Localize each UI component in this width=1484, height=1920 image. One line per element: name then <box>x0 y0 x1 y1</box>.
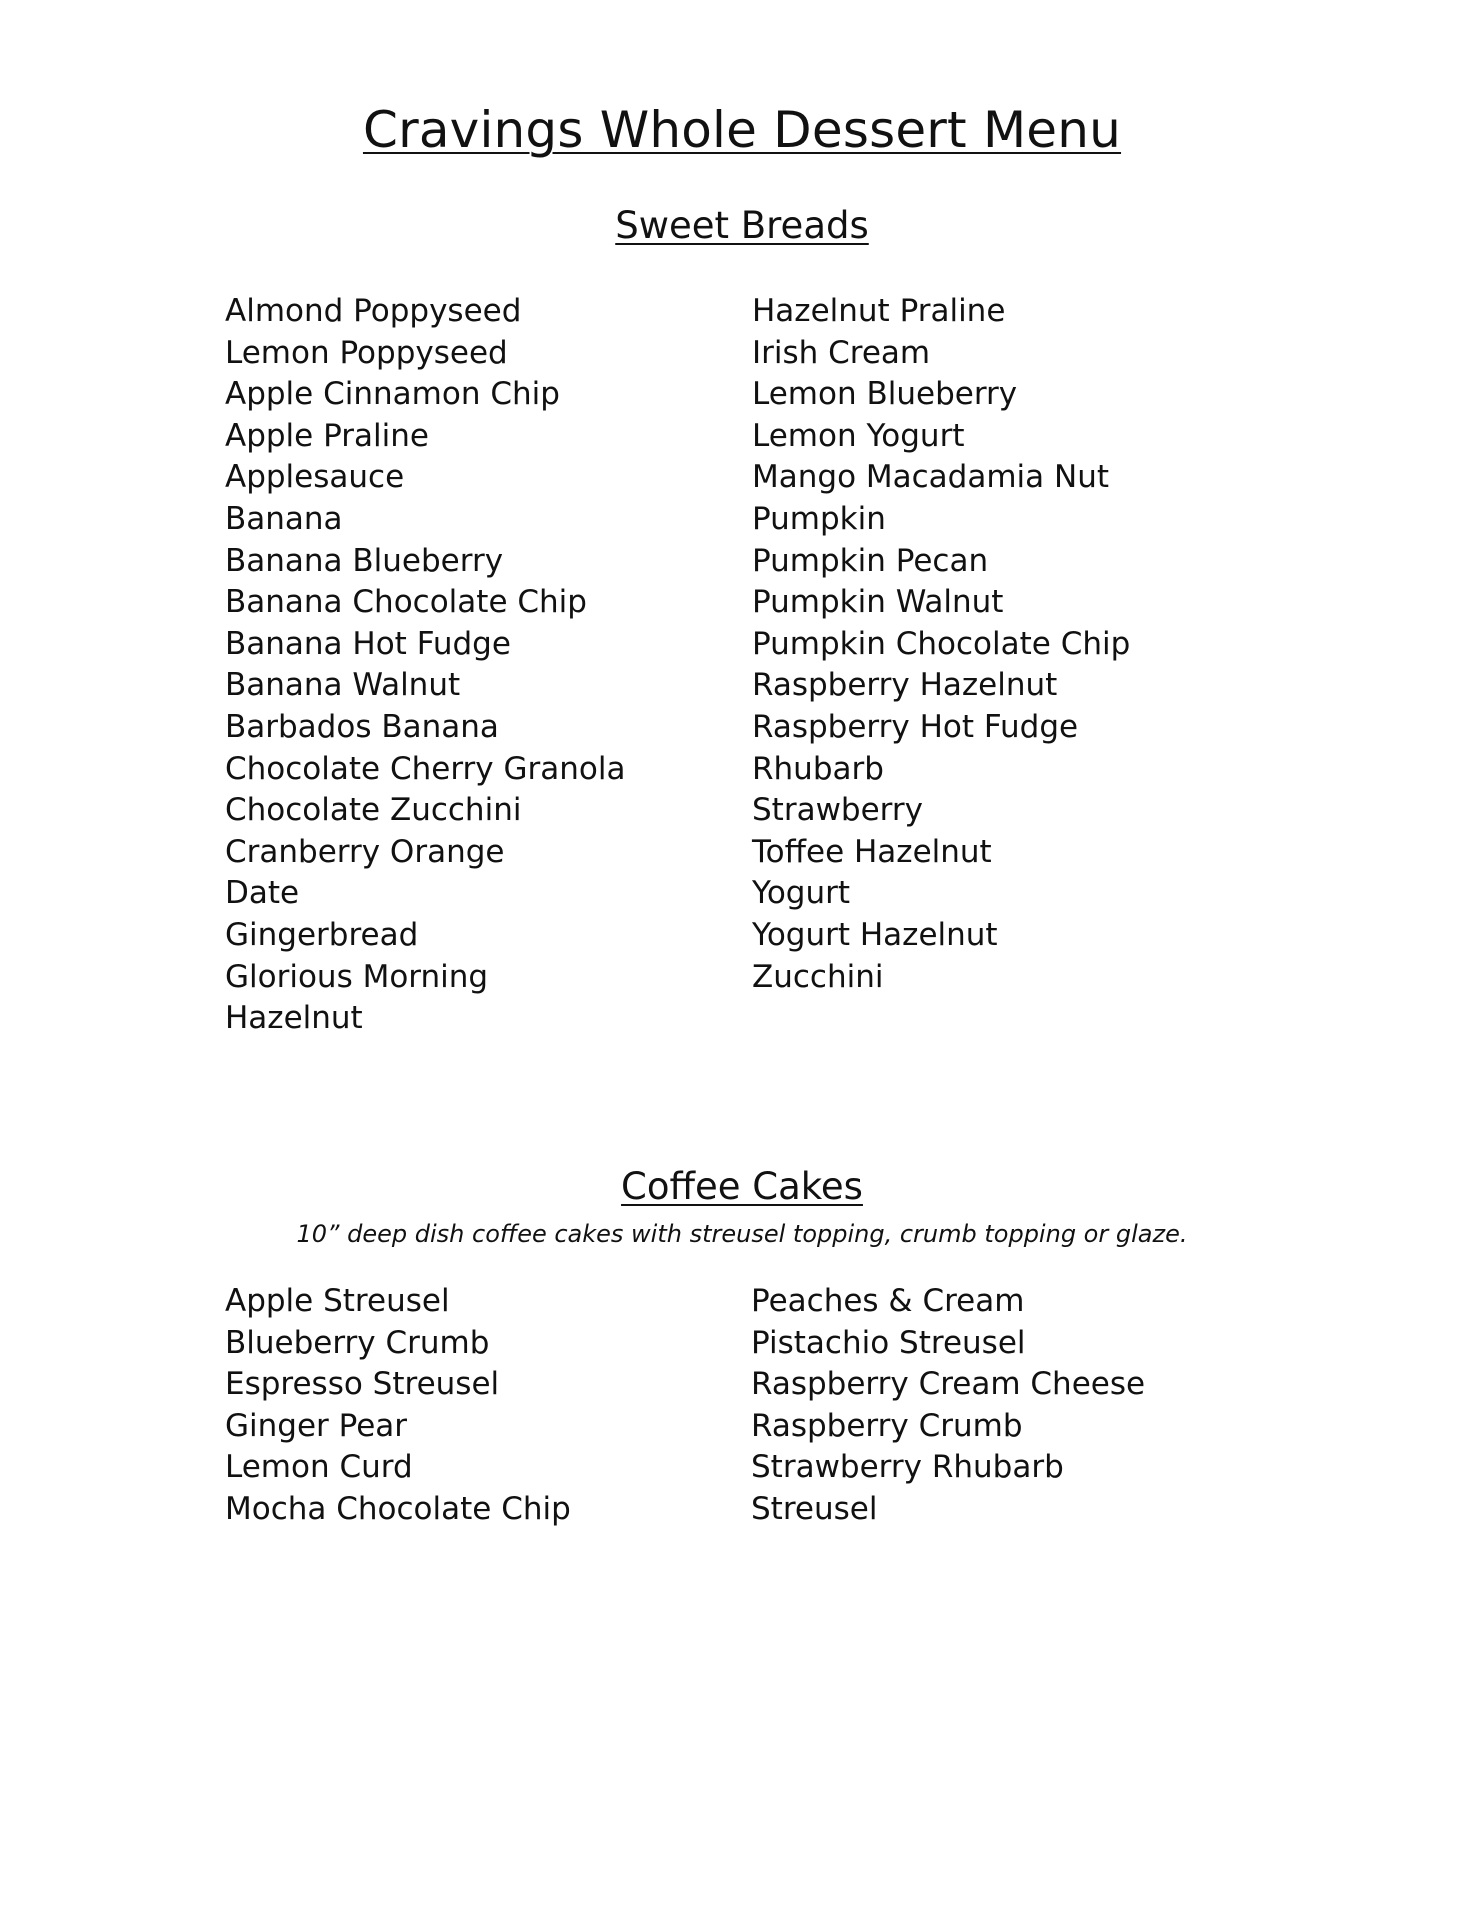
menu-item: Pistachio Streusel <box>751 1324 1026 1361</box>
menu-item: Chocolate Zucchini <box>225 792 522 829</box>
menu-item: Glorious Morning <box>225 958 489 995</box>
menu-item: Ginger Pear <box>225 1407 408 1444</box>
menu-item: Raspberry Hot Fudge <box>752 708 1079 745</box>
menu-item: Apple Cinnamon Chip <box>225 376 560 413</box>
menu-item: Raspberry Crumb <box>751 1407 1023 1444</box>
sweet-breads-left-list <box>225 291 625 1040</box>
menu-item: Lemon Blueberry <box>752 376 1018 413</box>
menu-item: Pumpkin Pecan <box>752 542 989 579</box>
menu-item: Pumpkin Walnut <box>752 584 1004 621</box>
sweet-breads-heading <box>0 202 1484 250</box>
menu-item: Streusel <box>751 1490 878 1527</box>
coffee-cakes-right-list <box>751 1281 1145 1531</box>
menu-item: Gingerbread <box>225 916 419 953</box>
menu-item: Mocha Chocolate Chip <box>225 1490 571 1527</box>
menu-item: Banana Blueberry <box>225 542 504 579</box>
sweet-breads-right-list <box>752 291 1130 998</box>
menu-item: Espresso Streusel <box>225 1366 500 1403</box>
menu-item: Peaches & Cream <box>751 1283 1025 1319</box>
page-title-text: Cravings Whole Dessert Menu <box>362 101 1122 159</box>
menu-item: Banana Walnut <box>225 667 461 704</box>
menu-item: Pumpkin Chocolate Chip <box>752 625 1131 662</box>
menu-item: Almond Poppyseed <box>225 293 522 329</box>
menu-item: Chocolate Cherry Granola <box>225 750 626 787</box>
menu-item: Irish Cream <box>752 334 931 371</box>
coffee-cakes-subtitle: 10” deep dish coffee cakes with streusel topping, crumb topping or glaze. <box>296 1220 1188 1248</box>
menu-item: Zucchini <box>752 958 884 995</box>
menu-item: Blueberry Crumb <box>225 1324 490 1361</box>
menu-item: Banana <box>225 500 343 537</box>
menu-item: Cranberry Orange <box>225 833 505 870</box>
menu-item: Apple Streusel <box>225 1283 450 1319</box>
sweet-breads-heading-text: Sweet Breads <box>615 204 869 247</box>
menu-item: Date <box>225 875 300 912</box>
menu-item: Barbados Banana <box>225 708 499 745</box>
menu-item: Toffee Hazelnut <box>752 833 992 870</box>
menu-item: Strawberry Rhubarb <box>751 1449 1064 1486</box>
menu-item: Rhubarb <box>752 750 884 787</box>
menu-item: Raspberry Cream Cheese <box>751 1366 1146 1403</box>
page-title <box>0 98 1484 162</box>
menu-item: Lemon Yogurt <box>752 417 965 454</box>
menu-item: Lemon Poppyseed <box>225 334 508 371</box>
coffee-cakes-heading-text: Coffee Cakes <box>621 1165 863 1208</box>
menu-item: Hazelnut <box>225 1000 363 1037</box>
menu-item: Apple Praline <box>225 417 429 454</box>
menu-item: Banana Hot Fudge <box>225 625 511 662</box>
menu-item: Pumpkin <box>752 500 886 537</box>
menu-item: Banana Chocolate Chip <box>225 584 587 621</box>
menu-item: Applesauce <box>225 459 405 496</box>
menu-item: Hazelnut Praline <box>752 293 1006 329</box>
coffee-cakes-left-list <box>225 1281 571 1531</box>
menu-item: Mango Macadamia Nut <box>752 459 1109 496</box>
menu-item: Lemon Curd <box>225 1449 413 1486</box>
menu-item: Strawberry <box>752 792 923 829</box>
menu-item: Raspberry Hazelnut <box>752 667 1058 704</box>
menu-item: Yogurt <box>752 875 851 912</box>
menu-item: Yogurt Hazelnut <box>752 916 998 953</box>
coffee-cakes-heading <box>0 1163 1484 1211</box>
